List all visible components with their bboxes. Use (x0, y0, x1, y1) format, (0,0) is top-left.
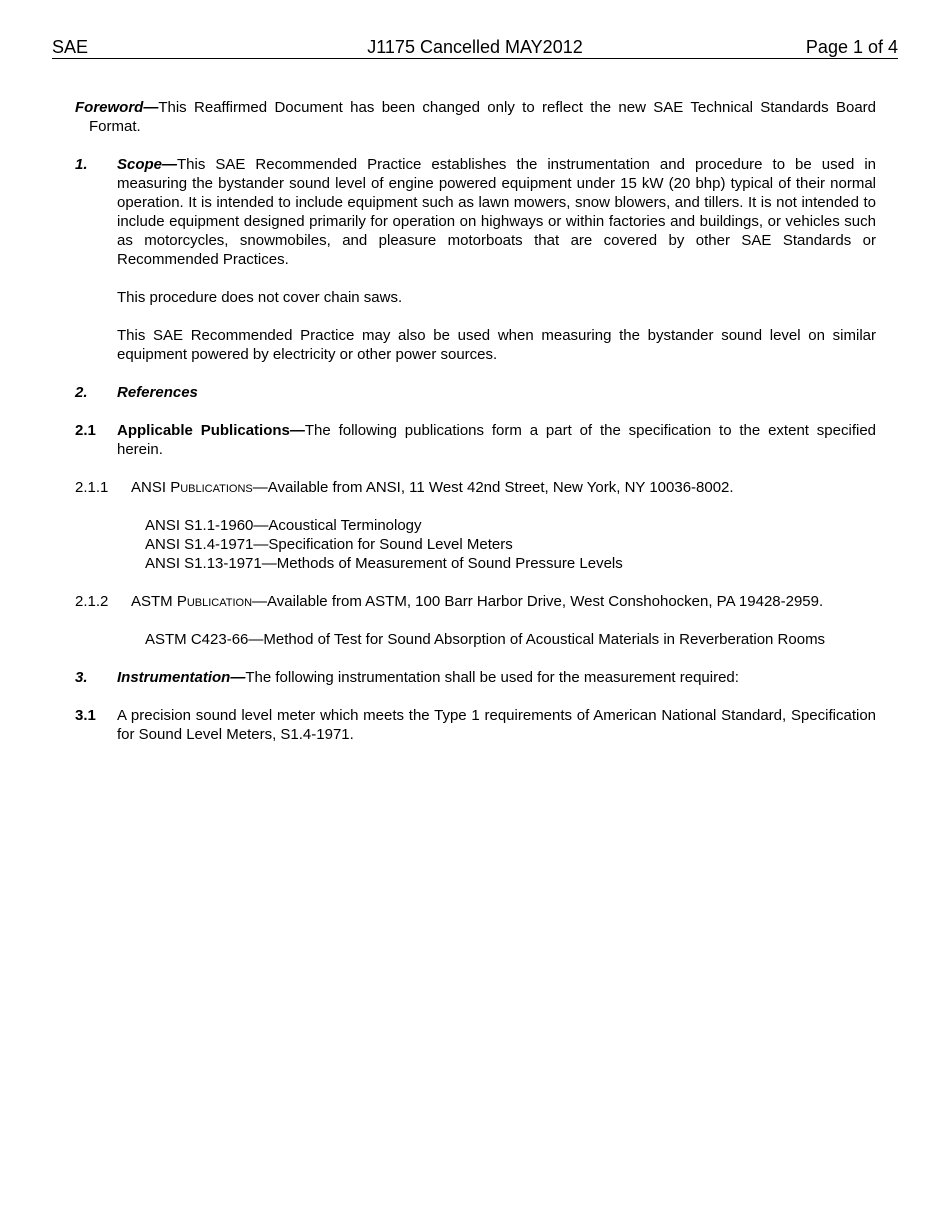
section-ansi-publications (75, 478, 876, 497)
scope-label: Scope— (117, 156, 178, 173)
ansi-text: —Available from ANSI, 11 West 42nd Street, New York, NY 10036-8002. (252, 479, 734, 496)
header-document-id: J1175 Cancelled MAY2012 (367, 37, 583, 57)
scope-paragraph (117, 155, 876, 269)
section-number: 3.1 (75, 707, 96, 724)
foreword-text: This Reaffirmed Document has been changed only to reflect the new SAE Technical Standards Board Format. (89, 99, 876, 135)
header-org: SAE (52, 37, 89, 57)
foreword-paragraph (75, 98, 876, 136)
ansi-label-smallcaps: Publications (170, 479, 253, 496)
section-number: 2. (75, 384, 88, 401)
instrumentation-label: Instrumentation— (117, 669, 246, 686)
section-astm-publication (75, 592, 876, 611)
scope-paragraph-3: This SAE Recommended Practice may also be used when measuring the bystander sound level on similar equipment powered by electricity or other power sources. (117, 327, 876, 363)
ansi-paragraph (131, 478, 876, 497)
instrumentation-paragraph (117, 668, 876, 687)
astm-paragraph (131, 592, 876, 611)
section-number: 2.1.1 (75, 479, 109, 496)
applicable-text: The following publications form a part of the specification to the extent specified herein. (117, 422, 877, 458)
section-instrumentation (75, 668, 876, 687)
page-header (52, 36, 898, 59)
list-item: ANSI S1.4-1971—Specification for Sound Level Meters (145, 536, 513, 553)
applicable-label: Applicable Publications— (117, 422, 305, 439)
ansi-label-prefix: ANSI (131, 479, 171, 496)
meter-paragraph: A precision sound level meter which meets the Type 1 requirements of American National Standard, Specification for Sound Level Meters, S1.4-1971. (117, 707, 876, 743)
instrumentation-text: The following instrumentation shall be used for the measurement required: (245, 669, 739, 686)
scope-paragraph-2: This procedure does not cover chain saws. (117, 289, 403, 306)
foreword-label: Foreword— (75, 99, 159, 116)
section-number: 1. (75, 156, 88, 173)
astm-text: —Available from ASTM, 100 Barr Harbor Drive, West Conshohocken, PA 19428-2959. (252, 593, 824, 610)
scope-text: This SAE Recommended Practice establishes the instrumentation and procedure to be used in measuring the bystander sound level of engine powered equipment under 15 kW (20 bhp) typical of their normal operation. It is intended to include equipment such as lawn mowers, snow blowers, and tillers. It is not intended to include equipment designed primarily for operation on highways or within factories and buildings, or vehicles such as motorcycles, snowmobiles, and pleasure motorboats that are covered by other SAE Standards or Recommended Practices. (117, 156, 876, 268)
list-item: ANSI S1.1-1960—Acoustical Terminology (145, 517, 422, 534)
section-number: 2.1.2 (75, 593, 109, 610)
astm-label-smallcaps: Publication (176, 593, 253, 610)
section-number: 2.1 (75, 422, 96, 439)
applicable-paragraph (117, 421, 876, 459)
section-number: 3. (75, 669, 88, 686)
section-references (75, 383, 876, 402)
ansi-reference-list (75, 516, 876, 573)
astm-label-prefix: ASTM (131, 593, 177, 610)
section-sound-level-meter (75, 706, 876, 744)
header-page-number: Page 1 of 4 (805, 37, 898, 57)
section-scope (75, 155, 876, 364)
section-applicable-publications (75, 421, 876, 459)
astm-reference-list (75, 630, 876, 649)
list-item: ASTM C423-66—Method of Test for Sound Absorption of Acoustical Materials in Reverberation Rooms (145, 631, 826, 648)
document-body (75, 98, 876, 744)
references-heading: References (117, 384, 198, 401)
list-item: ANSI S1.13-1971—Methods of Measurement of Sound Pressure Levels (145, 555, 623, 572)
